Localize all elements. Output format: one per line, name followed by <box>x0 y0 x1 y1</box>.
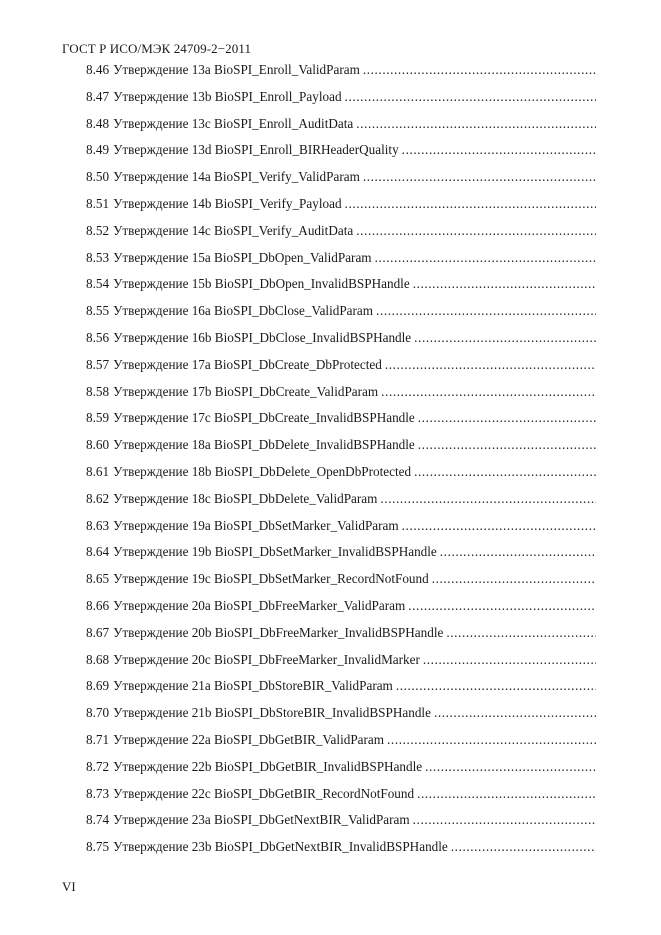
toc-entry <box>86 812 596 839</box>
dot-leader <box>387 732 596 748</box>
toc-entry <box>86 357 596 384</box>
dot-leader <box>446 625 596 641</box>
toc-entry-number: 8.52 <box>86 222 110 238</box>
toc-entry-title: Утверждение 18a BioSPI_DbDelete_InvalidBSPHandle <box>113 437 415 453</box>
toc-entry <box>86 598 596 625</box>
toc-entry-number: 8.50 <box>86 169 110 185</box>
toc-entry-number: 8.47 <box>86 88 110 104</box>
toc-entry-number: 8.61 <box>86 463 110 479</box>
toc-entry-number: 8.51 <box>86 195 110 211</box>
toc-entry <box>86 169 596 196</box>
toc-entry-number: 8.68 <box>86 651 110 667</box>
toc-entry-title: Утверждение 19a BioSPI_DbSetMarker_ValidParam <box>113 517 399 533</box>
toc-entry-number: 8.75 <box>86 839 110 855</box>
toc-entry-title: Утверждение 19c BioSPI_DbSetMarker_RecordNotFound <box>113 571 429 587</box>
document-header: ГОСТ Р ИСО/МЭК 24709-2−2011 <box>62 41 252 56</box>
toc-entry-number: 8.64 <box>86 544 110 560</box>
toc-entry-title: Утверждение 13a BioSPI_Enroll_ValidParam <box>113 62 360 77</box>
dot-leader <box>376 303 596 319</box>
toc-entry-title: Утверждение 16b BioSPI_DbClose_InvalidBSPHandle <box>113 329 412 345</box>
dot-leader <box>345 89 596 105</box>
dot-leader <box>345 196 596 212</box>
toc-entry-number: 8.54 <box>86 276 110 292</box>
toc-entry-title: Утверждение 18b BioSPI_DbDelete_OpenDbProtected <box>113 463 412 479</box>
dot-leader <box>413 812 596 828</box>
toc-entry <box>86 437 596 464</box>
toc-entry-number: 8.74 <box>86 812 110 828</box>
toc-entry-number: 8.46 <box>86 62 110 77</box>
toc-entry <box>86 196 596 223</box>
toc-entry-title: Утверждение 23b BioSPI_DbGetNextBIR_InvalidBSPHandle <box>113 839 448 855</box>
toc-entry-title: Утверждение 18c BioSPI_DbDelete_ValidParam <box>113 490 378 506</box>
dot-leader <box>432 571 596 587</box>
toc-entry-title: Утверждение 15b BioSPI_DbOpen_InvalidBSPHandle <box>113 276 410 292</box>
toc-entry-title: Утверждение 14a BioSPI_Verify_ValidParam <box>113 169 360 185</box>
dot-leader <box>414 330 596 346</box>
toc-entry <box>86 759 596 786</box>
toc-entry <box>86 678 596 705</box>
toc-entry-number: 8.55 <box>86 303 110 319</box>
toc-entry <box>86 89 596 116</box>
dot-leader <box>434 705 596 721</box>
dot-leader <box>440 544 596 560</box>
toc-entry <box>86 705 596 732</box>
dot-leader <box>356 223 596 239</box>
toc-entry-title: Утверждение 17c BioSPI_DbCreate_InvalidBSPHandle <box>113 410 415 426</box>
dot-leader <box>414 464 596 480</box>
dot-leader <box>356 116 596 132</box>
dot-leader <box>423 652 596 668</box>
dot-leader <box>418 410 596 426</box>
dot-leader <box>418 437 596 453</box>
toc-entry-title: Утверждение 17b BioSPI_DbCreate_ValidParam <box>113 383 379 399</box>
toc-entry-title: Утверждение 17a BioSPI_DbCreate_DbProtected <box>113 356 382 372</box>
toc-entry-number: 8.57 <box>86 356 110 372</box>
dot-leader <box>413 276 596 292</box>
toc-entry-number: 8.60 <box>86 437 110 453</box>
table-of-contents <box>86 62 596 866</box>
toc-entry <box>86 276 596 303</box>
dot-leader <box>402 518 596 534</box>
toc-entry-number: 8.72 <box>86 758 110 774</box>
toc-entry <box>86 62 596 89</box>
toc-entry-title: Утверждение 22c BioSPI_DbGetBIR_RecordNotFound <box>113 785 415 801</box>
toc-entry <box>86 491 596 518</box>
toc-entry-title: Утверждение 20b BioSPI_DbFreeMarker_InvalidBSPHandle <box>113 624 444 640</box>
dot-leader <box>385 357 596 373</box>
dot-leader <box>451 839 596 855</box>
toc-entry <box>86 384 596 411</box>
toc-entry <box>86 786 596 813</box>
toc-entry <box>86 732 596 759</box>
toc-entry-title: Утверждение 19b BioSPI_DbSetMarker_InvalidBSPHandle <box>113 544 437 560</box>
toc-entry <box>86 652 596 679</box>
dot-leader <box>408 598 596 614</box>
dot-leader <box>417 786 596 802</box>
toc-entry-number: 8.62 <box>86 490 110 506</box>
toc-entry-title: Утверждение 22b BioSPI_DbGetBIR_InvalidBSPHandle <box>113 758 423 774</box>
dot-leader <box>396 678 596 694</box>
dot-leader <box>363 169 596 185</box>
toc-entry-number: 8.49 <box>86 142 110 158</box>
toc-entry <box>86 839 596 866</box>
toc-entry <box>86 303 596 330</box>
toc-entry-title: Утверждение 16a BioSPI_DbClose_ValidParam <box>113 303 374 319</box>
toc-entry-number: 8.48 <box>86 115 110 131</box>
dot-leader <box>363 62 596 78</box>
toc-entry-title: Утверждение 23a BioSPI_DbGetNextBIR_ValidParam <box>113 812 410 828</box>
toc-entry-number: 8.59 <box>86 410 110 426</box>
toc-entry <box>86 142 596 169</box>
dot-leader <box>402 142 596 158</box>
toc-entry <box>86 571 596 598</box>
dot-leader <box>381 384 596 400</box>
toc-entry-title: Утверждение 22a BioSPI_DbGetBIR_ValidParam <box>113 731 385 747</box>
toc-entry-number: 8.73 <box>86 785 110 801</box>
toc-entry <box>86 223 596 250</box>
toc-entry-number: 8.56 <box>86 329 110 345</box>
toc-entry-number: 8.67 <box>86 624 110 640</box>
toc-entry <box>86 518 596 545</box>
toc-entry-number: 8.70 <box>86 705 110 721</box>
toc-entry <box>86 330 596 357</box>
toc-entry-number: 8.63 <box>86 517 110 533</box>
toc-entry-title: Утверждение 21a BioSPI_DbStoreBIR_ValidParam <box>113 678 393 694</box>
toc-entry-number: 8.53 <box>86 249 110 265</box>
toc-entry-number: 8.65 <box>86 571 110 587</box>
toc-entry-title: Утверждение 14c BioSPI_Verify_AuditData <box>113 222 354 238</box>
dot-leader <box>425 759 596 775</box>
toc-entry-title: Утверждение 14b BioSPI_Verify_Payload <box>113 195 342 211</box>
toc-entry-number: 8.69 <box>86 678 110 694</box>
toc-entry <box>86 544 596 571</box>
toc-entry-number: 8.66 <box>86 597 110 613</box>
toc-entry-title: Утверждение 21b BioSPI_DbStoreBIR_InvalidBSPHandle <box>113 705 431 721</box>
toc-entry-title: Утверждение 13c BioSPI_Enroll_AuditData <box>113 115 354 131</box>
toc-entry-number: 8.71 <box>86 731 110 747</box>
toc-entry-title: Утверждение 13b BioSPI_Enroll_Payload <box>113 88 342 104</box>
toc-entry <box>86 250 596 277</box>
toc-entry-title: Утверждение 13d BioSPI_Enroll_BIRHeaderQuality <box>113 142 399 158</box>
toc-entry <box>86 464 596 491</box>
page-number: VI <box>62 879 76 894</box>
toc-entry-title: Утверждение 15a BioSPI_DbOpen_ValidParam <box>113 249 372 265</box>
toc-entry <box>86 625 596 652</box>
dot-leader <box>375 250 596 266</box>
toc-entry <box>86 116 596 143</box>
dot-leader <box>380 491 596 507</box>
toc-entry <box>86 410 596 437</box>
toc-entry-number: 8.58 <box>86 383 110 399</box>
toc-entry-title: Утверждение 20c BioSPI_DbFreeMarker_InvalidMarker <box>113 651 420 667</box>
toc-entry-title: Утверждение 20a BioSPI_DbFreeMarker_ValidParam <box>113 597 406 613</box>
